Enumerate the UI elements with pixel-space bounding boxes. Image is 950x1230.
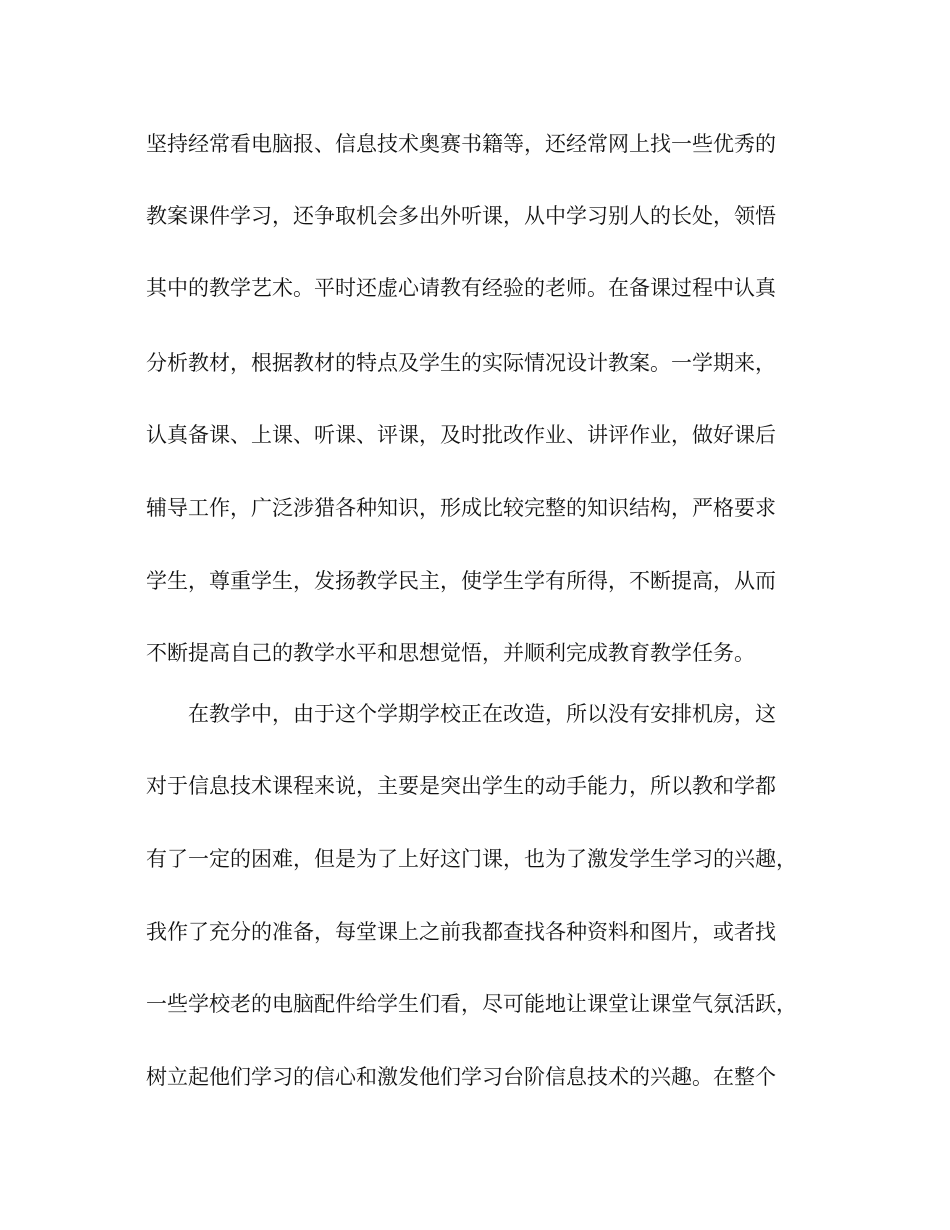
paragraph-first-line: 在教学中，由于这个学期学校正在改造，所以没有安排机房，这 bbox=[188, 702, 776, 726]
text-line: 一些学校老的电脑配件给学生们看，尽可能地让课堂让课堂气氛活跃， bbox=[146, 992, 797, 1016]
text-line: 坚持经常看电脑报、信息技术奥赛书籍等，还经常网上找一些优秀的 bbox=[146, 132, 776, 156]
text-line: 树立起他们学习的信心和激发他们学习台阶信息技术的兴趣。在整个 bbox=[146, 1065, 776, 1089]
text-line: 其中的教学艺术。平时还虚心请教有经验的老师。在备课过程中认真 bbox=[146, 276, 776, 300]
text-line: 我作了充分的准备，每堂课上之前我都查找各种资料和图片，或者找 bbox=[146, 920, 776, 944]
text-line: 辅导工作，广泛涉猎各种知识，形成比较完整的知识结构，严格要求 bbox=[146, 496, 776, 520]
text-line: 对于信息技术课程来说，主要是突出学生的动手能力，所以教和学都 bbox=[146, 774, 776, 798]
text-line: 学生，尊重学生，发扬教学民主，使学生学有所得，不断提高，从而 bbox=[146, 569, 776, 593]
text-line: 有了一定的困难，但是为了上好这门课，也为了激发学生学习的兴趣， bbox=[146, 847, 797, 871]
text-line: 教案课件学习，还争取机会多出外听课，从中学习别人的长处，领悟 bbox=[146, 204, 776, 228]
text-line: 分析教材，根据教材的特点及学生的实际情况设计教案。一学期来， bbox=[146, 351, 776, 375]
text-line: 认真备课、上课、听课、评课，及时批改作业、讲评作业，做好课后 bbox=[146, 423, 776, 447]
text-line: 不断提高自己的教学水平和思想觉悟，并顺利完成教育教学任务。 bbox=[146, 641, 755, 665]
